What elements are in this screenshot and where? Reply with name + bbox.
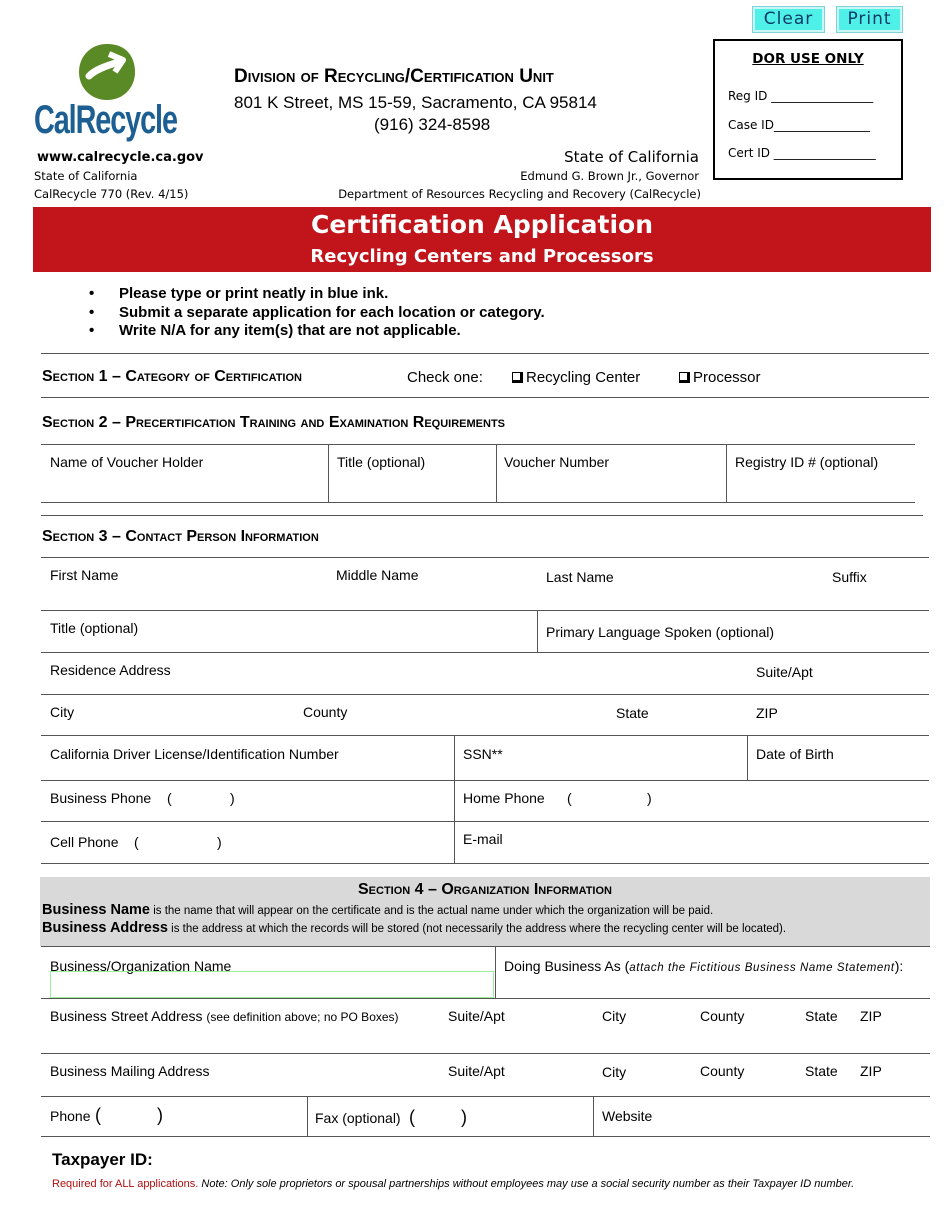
department-text: Department of Resources Recycling and Recovery (CalRecycle) xyxy=(338,187,701,201)
instruction-item: • Write N/A for any item(s) that are not applicable. xyxy=(89,322,461,339)
mailing-address-field[interactable]: Business Mailing Address xyxy=(50,1063,210,1079)
suffix-field[interactable]: Suffix xyxy=(832,569,867,585)
division-address: 801 K Street, MS 15-59, Sacramento, CA 95814 xyxy=(234,93,597,112)
logo-text-recycle: Recycle xyxy=(75,98,177,142)
banner-title: Certification Application xyxy=(310,210,654,239)
residence-county-field[interactable]: County xyxy=(303,704,348,720)
banner-subtitle: Recycling Centers and Processors xyxy=(310,246,654,267)
mailing-zip-field[interactable]: ZIP xyxy=(860,1063,882,1079)
home-phone-field[interactable]: Home Phone ( ) xyxy=(463,790,652,806)
business-address-definition: Business Address is the address at which the records will be stored (not necessarily the address where the recycling center will be located). xyxy=(42,920,787,936)
org-name-input[interactable] xyxy=(50,971,494,998)
residence-address-field[interactable]: Residence Address xyxy=(50,662,171,678)
license-field[interactable]: California Driver License/Identification Number xyxy=(50,746,339,762)
reg-id-field[interactable]: Reg ID _________________ xyxy=(728,89,874,103)
language-field[interactable]: Primary Language Spoken (optional) xyxy=(546,624,775,640)
dor-use-only-box xyxy=(713,39,903,180)
website-field[interactable]: Website xyxy=(602,1108,653,1124)
mailing-city-field[interactable]: City xyxy=(602,1064,627,1080)
clear-button[interactable]: Clear xyxy=(752,6,825,33)
registry-id-field[interactable]: Registry ID # (optional) xyxy=(735,454,879,470)
governor-text: Edmund G. Brown Jr., Governor xyxy=(520,169,699,183)
state-right-text: State of California xyxy=(564,148,699,166)
logo-text-cal: Cal xyxy=(34,98,76,142)
print-button[interactable]: Print xyxy=(836,6,903,33)
residence-zip-field[interactable]: ZIP xyxy=(756,705,778,721)
street-county-field[interactable]: County xyxy=(700,1008,745,1024)
division-phone: (916) 324-8598 xyxy=(374,115,491,134)
ssn-field[interactable]: SSN** xyxy=(463,746,503,762)
instruction-item: • Submit a separate application for each location or category. xyxy=(89,303,545,321)
mailing-suite-field[interactable]: Suite/Apt xyxy=(448,1063,505,1079)
mailing-county-field[interactable]: County xyxy=(700,1063,745,1079)
org-name-label: Business/Organization Name xyxy=(50,958,232,974)
street-city-field[interactable]: City xyxy=(602,1008,627,1024)
dob-field[interactable]: Date of Birth xyxy=(756,746,834,762)
recycle-leaf-icon xyxy=(77,42,137,102)
taxpayer-id-label: Taxpayer ID: xyxy=(52,1150,153,1169)
email-field[interactable]: E-mail xyxy=(463,831,503,847)
street-zip-field[interactable]: ZIP xyxy=(860,1008,882,1024)
residence-suite-field[interactable]: Suite/Apt xyxy=(756,664,813,680)
cell-phone-field[interactable]: Cell Phone ( ) xyxy=(50,834,222,850)
processor-option[interactable]: Processor xyxy=(679,369,761,386)
dor-title: DOR USE ONLY xyxy=(752,51,864,67)
fax-field[interactable]: Fax (optional) ( ) xyxy=(315,1107,467,1127)
middle-name-field[interactable]: Middle Name xyxy=(336,567,419,583)
instruction-item: • Please type or print neatly in blue ink. xyxy=(89,285,389,302)
taxpayer-note: Required for ALL applications. Note: Only sole proprietors or spousal partnerships without employees may use a social security number as their Taxpayer ID number. xyxy=(52,1178,855,1190)
contact-title-field[interactable]: Title (optional) xyxy=(50,620,139,636)
instructions-list xyxy=(89,285,545,341)
processor-checkbox[interactable] xyxy=(679,372,690,383)
business-name-definition: Business Name is the name that will appear on the certificate and is the actual name under which the organization will be paid. xyxy=(42,902,714,918)
form-number: CalRecycle 770 (Rev. 4/15) xyxy=(34,187,189,201)
section1-title: Section 1 – Category of Certification xyxy=(42,368,302,385)
residence-city-field[interactable]: City xyxy=(50,704,75,720)
mailing-state-field[interactable]: State xyxy=(805,1063,838,1079)
section2-title: Section 2 – Precertification Training and Examination Requirements xyxy=(42,414,506,431)
cert-id-field[interactable]: Cert ID _________________ xyxy=(728,146,876,160)
residence-state-field[interactable]: State xyxy=(616,705,649,721)
dba-field[interactable]: Doing Business As (attach the Fictitious Business Name Statement): xyxy=(504,958,904,974)
street-state-field[interactable]: State xyxy=(805,1008,838,1024)
voucher-number-field[interactable]: Voucher Number xyxy=(504,454,610,470)
section4-title: Section 4 – Organization Information xyxy=(358,881,612,898)
recycling-center-option[interactable]: Recycling Center xyxy=(512,369,640,386)
business-phone-field[interactable]: Business Phone ( ) xyxy=(50,790,235,806)
street-address-field[interactable]: Business Street Address (see definition above; no PO Boxes) xyxy=(50,1008,399,1024)
last-name-field[interactable]: Last Name xyxy=(546,569,614,585)
street-suite-field[interactable]: Suite/Apt xyxy=(448,1008,505,1024)
case-id-field[interactable]: Case ID________________ xyxy=(728,118,870,132)
recycling-center-checkbox[interactable] xyxy=(512,372,523,383)
division-title: Division of Recycling/Certification Unit xyxy=(234,66,554,87)
section3-title: Section 3 – Contact Person Information xyxy=(42,528,319,545)
website-text: www.calrecycle.ca.gov xyxy=(37,150,204,165)
state-left-text: State of California xyxy=(34,169,138,183)
check-one-label: Check one: xyxy=(407,369,483,386)
calrecycle-logo xyxy=(34,42,180,144)
org-phone-field[interactable]: Phone ( ) xyxy=(50,1105,163,1125)
title-banner xyxy=(33,207,931,272)
voucher-holder-field[interactable]: Name of Voucher Holder xyxy=(50,454,204,470)
first-name-field[interactable]: First Name xyxy=(50,567,119,583)
voucher-title-field[interactable]: Title (optional) xyxy=(337,454,426,470)
